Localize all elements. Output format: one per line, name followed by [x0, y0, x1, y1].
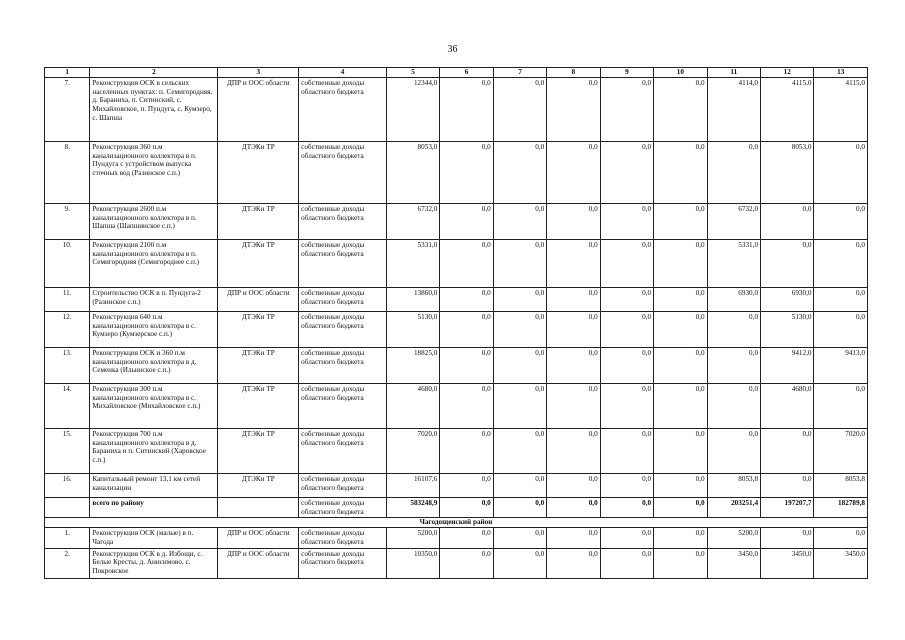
cell-exec: ДПР и ООС области — [218, 528, 299, 549]
total-v13: 182789,8 — [814, 497, 868, 518]
cell-src: собственные доходы областного бюджета — [299, 203, 387, 239]
col-header: 7 — [493, 68, 546, 78]
cell-exec: ДПР и ООС области — [218, 548, 299, 578]
col-header: 1 — [45, 68, 90, 78]
cell-n: 8. — [45, 141, 90, 203]
cell-v6: 0,0 — [440, 77, 493, 141]
cell-v9: 0,0 — [600, 383, 653, 428]
cell-src: собственные доходы областного бюджета — [299, 383, 387, 428]
cell-v9: 0,0 — [600, 528, 653, 549]
cell-v8: 0,0 — [547, 239, 600, 287]
cell-v8: 0,0 — [547, 203, 600, 239]
cell-v12: 6930,0 — [761, 287, 814, 311]
cell-n: 14. — [45, 383, 90, 428]
cell-v8: 0,0 — [547, 428, 600, 473]
cell-v13: 0,0 — [814, 141, 868, 203]
cell-v5: 10350,0 — [386, 548, 439, 578]
total-v6: 0,0 — [440, 497, 493, 518]
cell-src: собственные доходы областного бюджета — [299, 528, 387, 549]
table-row — [45, 239, 868, 287]
section-title: Чагодощенский район — [45, 518, 868, 528]
cell-v6: 0,0 — [440, 347, 493, 383]
cell-v7: 0,0 — [493, 383, 546, 428]
cell-v7: 0,0 — [493, 77, 546, 141]
cell-v13: 0,0 — [814, 383, 868, 428]
table-row — [45, 287, 868, 311]
cell-v6: 0,0 — [440, 473, 493, 497]
page-number: 36 — [447, 44, 458, 55]
cell-name: Строительство ОСК в п. Пундуга-2 (Разинское с.п.) — [90, 287, 218, 311]
cell-src: собственные доходы областного бюджета — [299, 141, 387, 203]
table-row — [45, 428, 868, 473]
cell-v9: 0,0 — [600, 311, 653, 347]
cell-name: Реконструкция ОСК и 360 п.м канализационного коллектора в д. Семенка (Ильинское с.п.) — [90, 347, 218, 383]
cell-v6: 0,0 — [440, 287, 493, 311]
cell-n: 11. — [45, 287, 90, 311]
table-row — [45, 203, 868, 239]
cell-v11: 5200,0 — [707, 528, 760, 549]
total-v5: 583248,9 — [386, 497, 439, 518]
cell-v10: 0,0 — [654, 203, 707, 239]
col-header: 11 — [707, 68, 760, 78]
cell-v13: 3450,0 — [814, 548, 868, 578]
cell-v10: 0,0 — [654, 473, 707, 497]
cell-v7: 0,0 — [493, 287, 546, 311]
cell-v11: 3450,0 — [707, 548, 760, 578]
col-header: 2 — [90, 68, 218, 78]
cell-v11: 6732,0 — [707, 203, 760, 239]
cell-v9: 0,0 — [600, 239, 653, 287]
cell-v6: 0,0 — [440, 428, 493, 473]
cell-src: собственные доходы областного бюджета — [299, 347, 387, 383]
cell-v13: 0,0 — [814, 239, 868, 287]
cell-v7: 0,0 — [493, 528, 546, 549]
cell-v11: 8053,8 — [707, 473, 760, 497]
total-row — [45, 497, 868, 518]
cell-name: Реконструкция 700 п.м канализационного коллектора в д. Бараниха и п. Ситинский (Харовское с.п.) — [90, 428, 218, 473]
cell-v11: 0,0 — [707, 141, 760, 203]
cell-v6: 0,0 — [440, 548, 493, 578]
col-header: 12 — [761, 68, 814, 78]
cell-v13: 7020,0 — [814, 428, 868, 473]
cell-src: собственные доходы областного бюджета — [299, 311, 387, 347]
cell-v13: 0,0 — [814, 311, 868, 347]
cell-v8: 0,0 — [547, 287, 600, 311]
cell-exec: ДТЭКи ТР — [218, 383, 299, 428]
cell-exec: ДТЭКи ТР — [218, 141, 299, 203]
cell-exec: ДТЭКи ТР — [218, 239, 299, 287]
table-row — [45, 473, 868, 497]
cell-v12: 5130,0 — [761, 311, 814, 347]
cell-v10: 0,0 — [654, 239, 707, 287]
cell-v12: 4115,0 — [761, 77, 814, 141]
col-header: 5 — [386, 68, 439, 78]
cell-exec: ДТЭКи ТР — [218, 473, 299, 497]
cell-v10: 0,0 — [654, 141, 707, 203]
cell-v13: 9413,0 — [814, 347, 868, 383]
cell-v6: 0,0 — [440, 383, 493, 428]
cell-v5: 5331,0 — [386, 239, 439, 287]
cell-v11: 4114,0 — [707, 77, 760, 141]
cell-v12: 3450,0 — [761, 548, 814, 578]
cell-v5: 6732,0 — [386, 203, 439, 239]
cell-v7: 0,0 — [493, 473, 546, 497]
cell-name: Реконструкция ОСК (малые) в п. Чагода — [90, 528, 218, 549]
cell-n: 2. — [45, 548, 90, 578]
total-v12: 197207,7 — [761, 497, 814, 518]
cell-name: Реконструкция 2100 п.м канализационного коллектора в п. Семигородняя (Семигороднее с.п.) — [90, 239, 218, 287]
cell-v11: 0,0 — [707, 311, 760, 347]
cell-src: собственные доходы областного бюджета — [299, 77, 387, 141]
cell-n: 9. — [45, 203, 90, 239]
cell-name: Реконструкция 360 п.м канализационного коллектора в п. Пундуга с устройством выпуска сточных вод (Разинское с.п.) — [90, 141, 218, 203]
cell-v12: 0,0 — [761, 528, 814, 549]
cell-v12: 0,0 — [761, 203, 814, 239]
total-v10: 0,0 — [654, 497, 707, 518]
cell-name: Капитальный ремонт 13,1 км сетей канализации — [90, 473, 218, 497]
cell-v12: 8053,0 — [761, 141, 814, 203]
cell-v9: 0,0 — [600, 428, 653, 473]
cell-v10: 0,0 — [654, 528, 707, 549]
cell-v6: 0,0 — [440, 141, 493, 203]
total-v9: 0,0 — [600, 497, 653, 518]
cell-name: Реконструкция ОСК в сельских населенных пунктах: п. Семигородняя, д. Бараниха, п. Ситинский, с. Михайловское, п. Пундуга, с. Кумзеро, с. Шапша — [90, 77, 218, 141]
cell-v13: 0,0 — [814, 203, 868, 239]
cell-v10: 0,0 — [654, 428, 707, 473]
cell-v8: 0,0 — [547, 347, 600, 383]
cell-v8: 0,0 — [547, 77, 600, 141]
cell-n: 1. — [45, 528, 90, 549]
cell-v8: 0,0 — [547, 473, 600, 497]
table-row — [45, 77, 868, 141]
col-header: 10 — [654, 68, 707, 78]
cell-name: Реконструкция 300 п.м канализационного коллектора в с. Михайловское (Михайловское с.п.) — [90, 383, 218, 428]
cell-src: собственные доходы областного бюджета — [299, 287, 387, 311]
cell-v5: 12344,0 — [386, 77, 439, 141]
cell-v12: 0,0 — [761, 239, 814, 287]
cell-v5: 4680,0 — [386, 383, 439, 428]
cell-v7: 0,0 — [493, 239, 546, 287]
cell-n: 10. — [45, 239, 90, 287]
cell-v8: 0,0 — [547, 311, 600, 347]
cell-v10: 0,0 — [654, 383, 707, 428]
cell-v9: 0,0 — [600, 548, 653, 578]
cell-v9: 0,0 — [600, 473, 653, 497]
table-row — [45, 548, 868, 578]
budget-table — [44, 67, 868, 579]
cell-v9: 0,0 — [600, 77, 653, 141]
total-v11: 203251,4 — [707, 497, 760, 518]
cell-v6: 0,0 — [440, 239, 493, 287]
cell-n: 12. — [45, 311, 90, 347]
cell-v8: 0,0 — [547, 528, 600, 549]
cell-v7: 0,0 — [493, 428, 546, 473]
cell-v11: 5331,0 — [707, 239, 760, 287]
cell-v5: 8053,0 — [386, 141, 439, 203]
cell-v10: 0,0 — [654, 77, 707, 141]
header-row — [45, 68, 868, 78]
cell-src: собственные доходы областного бюджета — [299, 548, 387, 578]
total-v8: 0,0 — [547, 497, 600, 518]
cell-n: 13. — [45, 347, 90, 383]
cell-v8: 0,0 — [547, 548, 600, 578]
total-exec — [218, 497, 299, 518]
cell-name: Реконструкция 640 п.м канализационного коллектора в с. Кумзеро (Кумзерское с.п.) — [90, 311, 218, 347]
cell-v8: 0,0 — [547, 383, 600, 428]
col-header: 6 — [440, 68, 493, 78]
cell-v5: 5200,0 — [386, 528, 439, 549]
cell-exec: ДТЭКи ТР — [218, 428, 299, 473]
cell-v13: 8053,8 — [814, 473, 868, 497]
cell-exec: ДТЭКи ТР — [218, 311, 299, 347]
table-row — [45, 383, 868, 428]
cell-n: 7. — [45, 77, 90, 141]
cell-v8: 0,0 — [547, 141, 600, 203]
col-header: 9 — [600, 68, 653, 78]
cell-v6: 0,0 — [440, 528, 493, 549]
col-header: 8 — [547, 68, 600, 78]
cell-v9: 0,0 — [600, 141, 653, 203]
cell-exec: ДТЭКи ТР — [218, 347, 299, 383]
cell-v13: 0,0 — [814, 287, 868, 311]
col-header: 3 — [218, 68, 299, 78]
cell-v13: 0,0 — [814, 528, 868, 549]
table-row — [45, 311, 868, 347]
cell-v7: 0,0 — [493, 141, 546, 203]
cell-v11: 0,0 — [707, 428, 760, 473]
cell-v10: 0,0 — [654, 548, 707, 578]
cell-v5: 5130,0 — [386, 311, 439, 347]
cell-v5: 13860,0 — [386, 287, 439, 311]
table-row — [45, 528, 868, 549]
cell-v12: 0,0 — [761, 428, 814, 473]
col-header: 13 — [814, 68, 868, 78]
cell-src: собственные доходы областного бюджета — [299, 473, 387, 497]
cell-v11: 0,0 — [707, 347, 760, 383]
cell-v5: 18825,0 — [386, 347, 439, 383]
cell-n: 15. — [45, 428, 90, 473]
cell-exec: ДПР и ООС области — [218, 77, 299, 141]
cell-v13: 4115,0 — [814, 77, 868, 141]
cell-v6: 0,0 — [440, 311, 493, 347]
cell-v11: 6930,0 — [707, 287, 760, 311]
col-header: 4 — [299, 68, 387, 78]
total-v7: 0,0 — [493, 497, 546, 518]
cell-v6: 0,0 — [440, 203, 493, 239]
table-row — [45, 347, 868, 383]
cell-v7: 0,0 — [493, 311, 546, 347]
total-num — [45, 497, 90, 518]
cell-name: Реконструкция ОСК в д. Избощи, с. Белые Кресты, д. Анисимово, с. Покровское — [90, 548, 218, 578]
cell-v9: 0,0 — [600, 203, 653, 239]
cell-v7: 0,0 — [493, 548, 546, 578]
cell-v12: 0,0 — [761, 473, 814, 497]
cell-exec: ДТЭКи ТР — [218, 203, 299, 239]
total-source: собственные доходы областного бюджета — [299, 497, 387, 518]
cell-v9: 0,0 — [600, 347, 653, 383]
cell-v10: 0,0 — [654, 287, 707, 311]
cell-src: собственные доходы областного бюджета — [299, 428, 387, 473]
cell-exec: ДПР и ООС области — [218, 287, 299, 311]
cell-n: 16. — [45, 473, 90, 497]
cell-v10: 0,0 — [654, 311, 707, 347]
cell-v5: 16107,6 — [386, 473, 439, 497]
cell-v5: 7020,0 — [386, 428, 439, 473]
cell-v7: 0,0 — [493, 347, 546, 383]
cell-v12: 4680,0 — [761, 383, 814, 428]
cell-src: собственные доходы областного бюджета — [299, 239, 387, 287]
total-label: всего по району — [90, 497, 218, 518]
cell-v10: 0,0 — [654, 347, 707, 383]
cell-v11: 0,0 — [707, 383, 760, 428]
cell-name: Реконструкция 2600 п.м канализационного коллектора в п. Шапша (Шапшинское с.п.) — [90, 203, 218, 239]
cell-v7: 0,0 — [493, 203, 546, 239]
cell-v9: 0,0 — [600, 287, 653, 311]
table-row — [45, 141, 868, 203]
cell-v12: 9412,0 — [761, 347, 814, 383]
section-row — [45, 518, 868, 528]
